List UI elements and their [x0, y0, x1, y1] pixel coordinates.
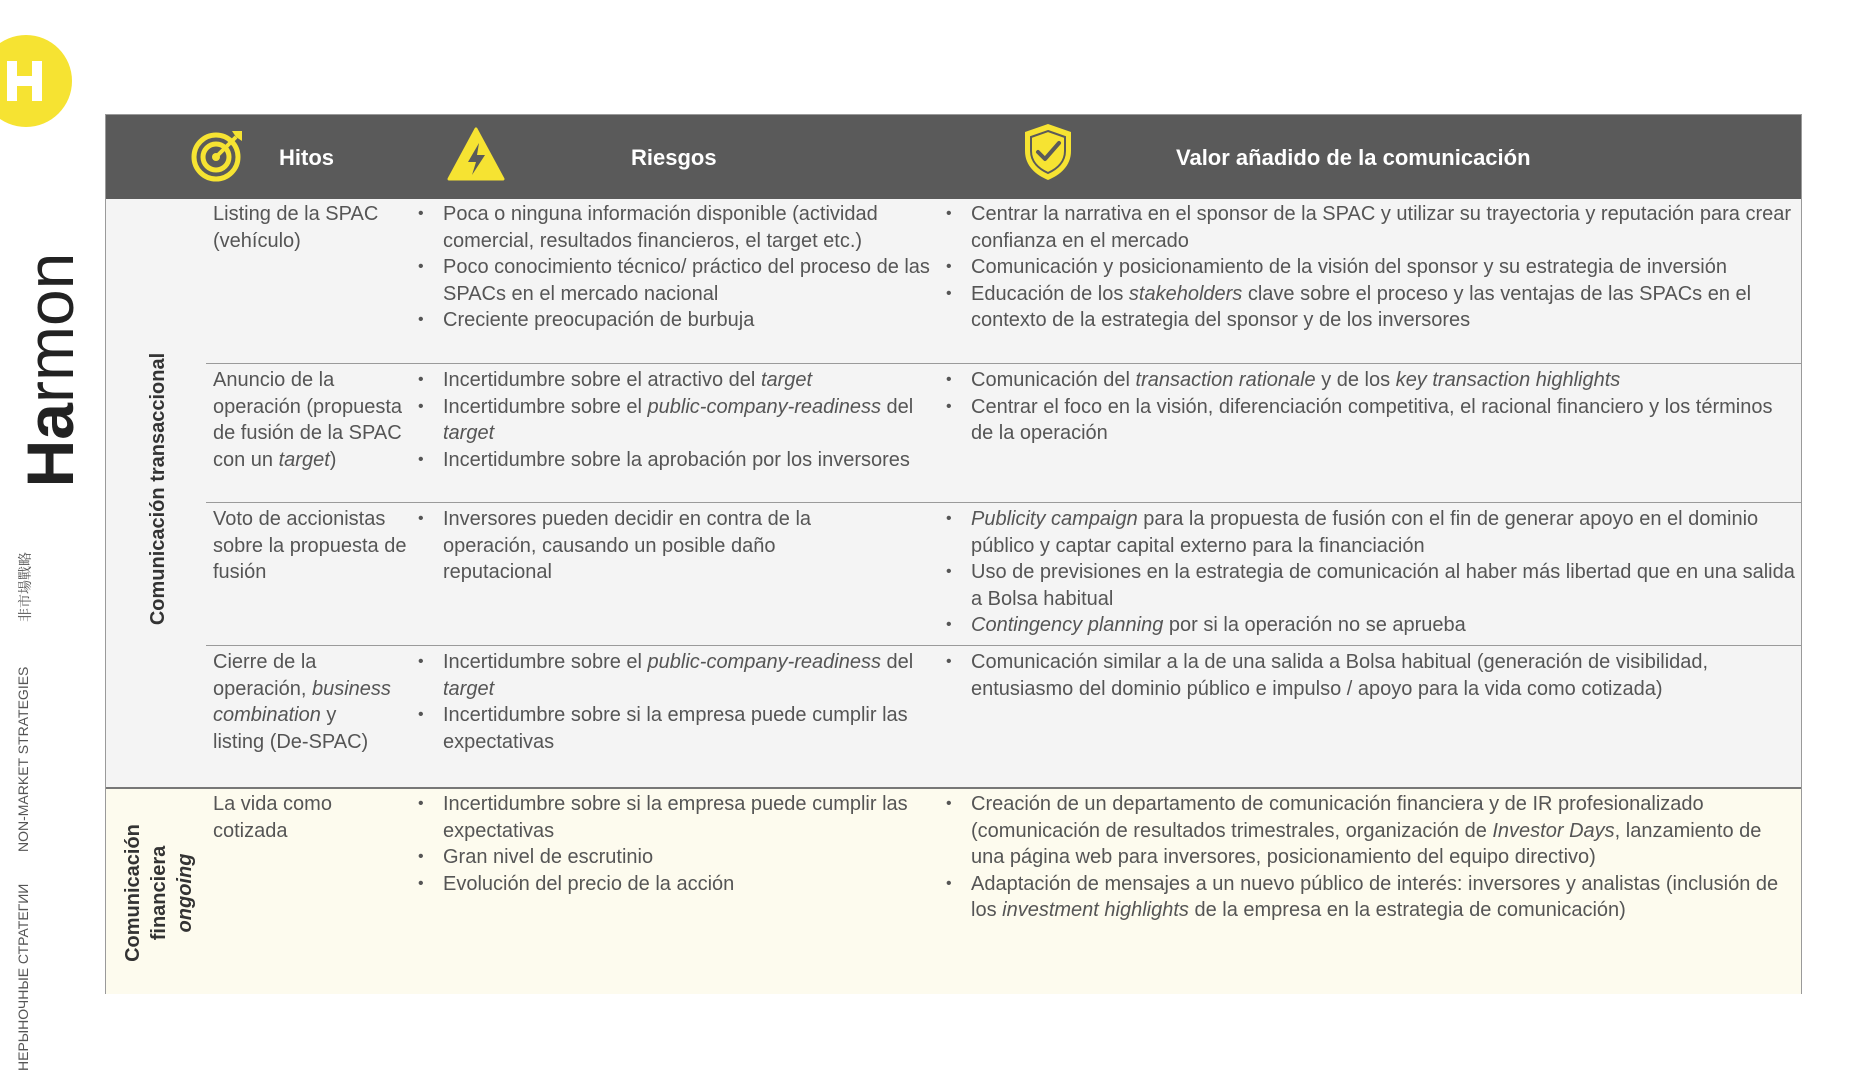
hito-cell: Cierre de la operación, business combination y listing (De-SPAC) [213, 651, 391, 753]
riesgos-list [418, 506, 868, 586]
section-ongoing-line2: financiera [148, 845, 170, 941]
riesgos-list [418, 791, 940, 897]
list-item: • Comunicación y posicionamiento de la visión del sponsor y su estrategia de inversión [946, 254, 1796, 281]
list-item: • Uso de previsiones en la estrategia de comunicación al haber más libertad que en una salida a Bolsa habitual [946, 559, 1796, 612]
list-item: • Creciente preocupación de burbuja [418, 307, 940, 334]
list-item: • Publicity campaign para la propuesta de fusión con el fin de generar apoyo en el dominio público y captar capital externo para la financiación [946, 506, 1796, 559]
valor-list [946, 201, 1796, 334]
header-valor: Valor añadido de la comunicación [1176, 145, 1531, 170]
list-item: • Adaptación de mensajes a un nuevo público de interés: inversores y analistas (inclusión de los investment highlights de la empresa en la estrategia de comunicación) [946, 871, 1796, 924]
section-ongoing [106, 787, 1801, 994]
riesgos-list [418, 649, 940, 755]
list-item: • Incertidumbre sobre si la empresa puede cumplir las expectativas [418, 791, 940, 844]
list-item: • Inversores pueden decidir en contra de la operación, causando un posible daño reputacional [418, 506, 868, 586]
warning-icon [446, 125, 506, 183]
target-icon [190, 127, 246, 183]
valor-list [946, 649, 1796, 702]
section-ongoing-line1: Comunicación [122, 824, 144, 962]
list-item: • Incertidumbre sobre la aprobación por los inversores [418, 447, 940, 474]
list-item: • Centrar el foco en la visión, diferenciación competitiva, el racional financiero y los términos de la operación [946, 394, 1796, 447]
list-item: • Evolución del precio de la acción [418, 871, 940, 898]
section-ongoing-label [120, 798, 198, 988]
list-item: • Incertidumbre sobre el public-company-readiness del target [418, 394, 940, 447]
list-item: • Comunicación similar a la de una salida a Bolsa habitual (generación de visibilidad, entusiasmo del dominio público e impulso / apoyo para la vida como cotizada) [946, 649, 1796, 702]
harmon-logo [0, 35, 72, 127]
hito-cell: Anuncio de la operación (propuesta de fusión de la SPAC con un target) [213, 369, 403, 471]
hito-cell: La vida como cotizada [213, 793, 332, 842]
list-item: • Educación de los stakeholders clave sobre el proceso y las ventajas de las SPACs en el contexto de la estrategia del sponsor y de los inversores [946, 281, 1796, 334]
brand-wordmark [10, 240, 90, 500]
tagline-en: NON-MARKET STRATEGIES [15, 666, 31, 852]
header-riesgos: Riesgos [631, 145, 717, 170]
list-item: • Poca o ninguna información disponible (actividad comercial, resultados financieros, el target etc.) [418, 201, 940, 254]
tagline-ru: НЕРЫНОЧНЫЕ СТРАТЕГИИ [15, 883, 31, 1071]
list-item: • Incertidumbre sobre el public-company-readiness del target [418, 649, 940, 702]
valor-list [946, 506, 1796, 639]
row-divider [206, 502, 1801, 503]
hito-cell: Voto de accionistas sobre la propuesta de fusión [213, 508, 407, 583]
header-hitos: Hitos [279, 145, 334, 170]
list-item: • Incertidumbre sobre si la empresa puede cumplir las expectativas [418, 702, 940, 755]
section-transaccional [106, 199, 1801, 787]
tagline-cn: 非市場戰略 [17, 552, 33, 622]
list-item: • Centrar la narrativa en el sponsor de la SPAC y utilizar su trayectoria y reputación para crear confianza en el mercado [946, 201, 1796, 254]
section-ongoing-line3: ongoing [174, 853, 196, 933]
spac-communication-table [105, 114, 1802, 994]
riesgos-list [418, 201, 940, 334]
section-transaccional-label: Comunicación transaccional [147, 352, 169, 626]
valor-list [946, 367, 1796, 447]
row-divider [206, 363, 1801, 364]
list-item: • Gran nivel de escrutinio [418, 844, 940, 871]
riesgos-list [418, 367, 940, 473]
shield-check-icon [1021, 121, 1075, 183]
list-item: • Comunicación del transaction rationale y de los key transaction highlights [946, 367, 1796, 394]
list-item: • Contingency planning por si la operación no se aprueba [946, 612, 1796, 639]
brand-bold: Ha [13, 403, 87, 488]
valor-list [946, 791, 1796, 924]
list-item: • Poco conocimiento técnico/ práctico del proceso de las SPACs en el mercado nacional [418, 254, 940, 307]
hito-cell: Listing de la SPAC (vehículo) [213, 203, 379, 252]
table-header [106, 115, 1801, 199]
brand-light: rmon [13, 252, 87, 403]
list-item: • Creación de un departamento de comunicación financiera y de IR profesionalizado (comunicación de resultados trimestrales, organización de Investor Days, lanzamiento de una página web para inversores, posicionamiento del equipo directivo) [946, 791, 1796, 871]
row-divider [206, 645, 1801, 646]
list-item: • Incertidumbre sobre el atractivo del target [418, 367, 940, 394]
